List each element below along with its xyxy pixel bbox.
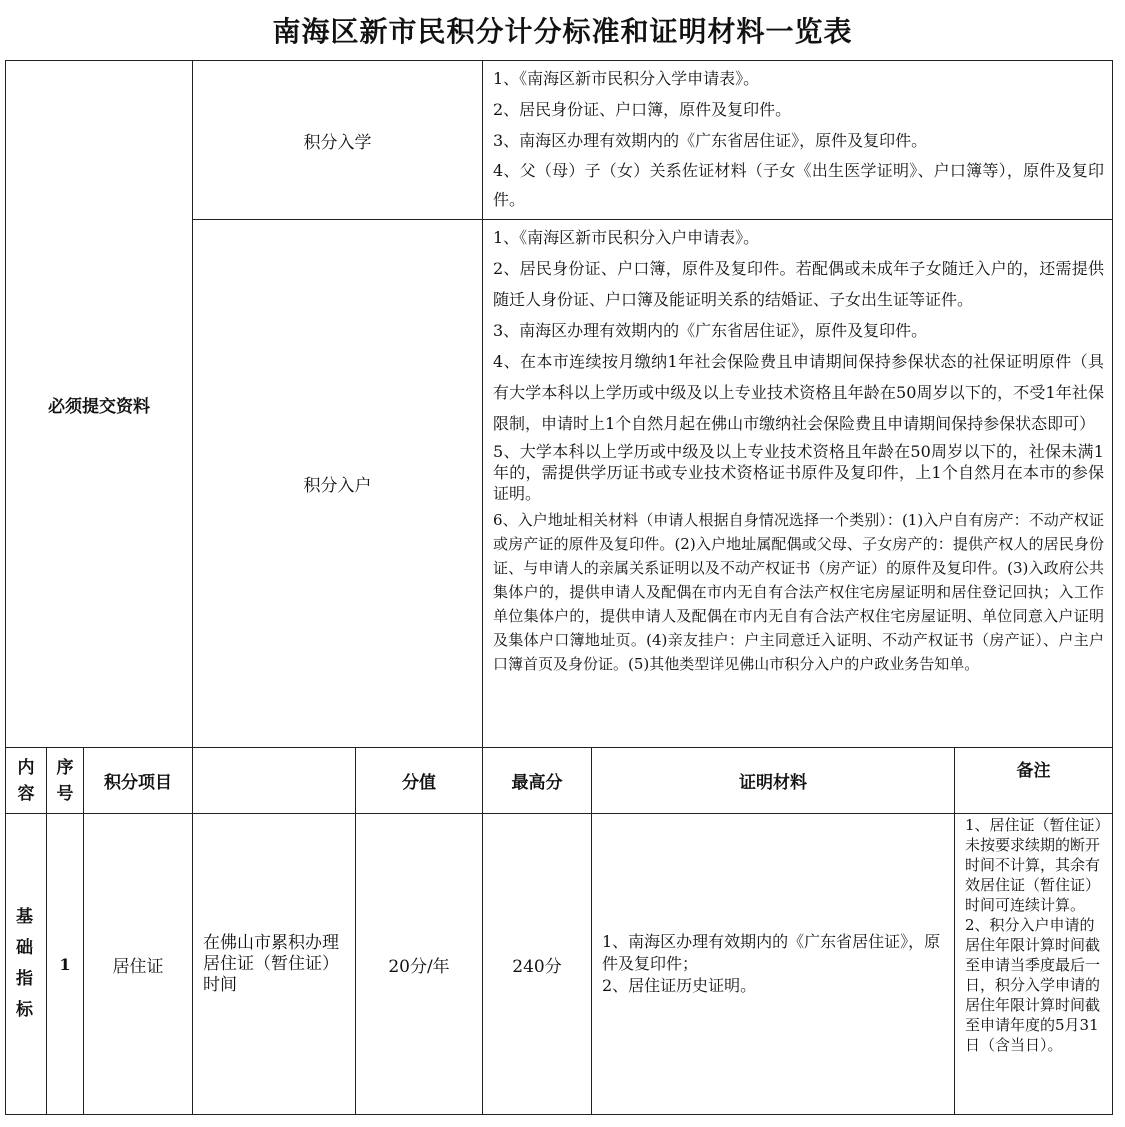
row-content-label: 基础指标 xyxy=(16,907,33,1020)
row-max-score: 240分 xyxy=(482,813,592,1115)
header-index: 序号 xyxy=(46,747,84,814)
row-content-cell xyxy=(5,813,47,1115)
row-index: 1 xyxy=(46,813,84,1115)
list-item: 3、南海区办理有效期内的《广东省居住证》，原件及复印件。 xyxy=(493,131,928,150)
school-requirements-list xyxy=(482,60,1113,220)
required-materials-label: 必须提交资料 xyxy=(5,60,193,748)
row-detail xyxy=(192,813,356,1115)
note-item: 1、居住证（暂住证）未按要求续期的断开时间不计算，其余有效居住证（暂住证）时间可连续计算。 xyxy=(965,816,1103,914)
row-score: 20分/年 xyxy=(355,813,483,1115)
header-content: 内容 xyxy=(5,747,47,814)
list-item: 3、南海区办理有效期内的《广东省居住证》，原件及复印件。 xyxy=(493,321,928,340)
row-item: 居住证 xyxy=(83,813,193,1115)
list-item: 4、父（母）子（女）关系佐证材料（子女《出生医学证明》、户口簿等），原件及复印件。 xyxy=(493,161,1104,209)
row-detail-text: 在佛山市累积办理居住证（暂住证）时间 xyxy=(203,932,339,995)
note-item: 2、积分入户申请的居住年限计算时间截至申请当季度最后一日，积分入学申请的居住年限计算时间截至申请年度的5月31日（含当日）。 xyxy=(965,916,1101,1054)
row-notes xyxy=(954,813,1113,1115)
list-item: 4、在本市连续按月缴纳1年社会保险费且申请期间保持参保状态的社保证明原件（具有大学本科以上学历或中级及以上专业技术资格且年龄在50周岁以下的，不受1年社保限制，申请时上1个自然月起在佛山市缴纳社会保险费且申请期间保持参保状态即可） xyxy=(493,352,1104,433)
household-label: 积分入户 xyxy=(192,219,483,748)
header-score: 分值 xyxy=(355,747,483,814)
list-item: 5、大学本科以上学历或中级及以上专业技术资格且年龄在50周岁以下的，社保未满1年的，需提供学历证书或专业技术资格证书原件及复印件，上1个自然月在本市的参保证明。 xyxy=(493,442,1104,503)
list-item: 2、居民身份证、户口簿，原件及复印件。 xyxy=(493,100,792,119)
list-item: 6、入户地址相关材料（申请人根据自身情况选择一个类别）：(1)入户自有房产：不动产权证或房产证的原件及复印件。(2)入户地址属配偶或父母、子女房产的：提供产权人的居民身份证、与申请人的亲属关系证明以及不动产权证书（房产证）的原件及复印件。(3)入政府公共集体户的，提供申请人及配偶在市内无自有合法产权住宅房屋证明和居住登记回执；入工作单位集体户的，提供申请人及配偶在市内无自有合法产权住宅房屋证明、单位同意入户证明及集体户口簿地址页。(4)亲友挂户：户主同意迁入证明、不动产权证书（房产证）、户主户口簿首页及身份证。(5)其他类型详见佛山市积分入户的户政业务告知单。 xyxy=(493,511,1104,673)
header-notes: 备注 xyxy=(954,747,1113,814)
row-proof xyxy=(591,813,955,1115)
header-proof: 证明材料 xyxy=(591,747,955,814)
household-requirements-list xyxy=(482,219,1113,748)
list-item: 1、《南海区新市民积分入学申请表》。 xyxy=(493,69,760,88)
header-max-score: 最高分 xyxy=(482,747,592,814)
page-title: 南海区新市民积分计分标准和证明材料一览表 xyxy=(272,15,853,48)
list-item: 1、《南海区新市民积分入户申请表》。 xyxy=(493,228,760,247)
proof-item: 2、居住证历史证明。 xyxy=(602,976,757,995)
school-label: 积分入学 xyxy=(192,60,483,220)
header-blank xyxy=(192,747,356,814)
proof-item: 1、南海区办理有效期内的《广东省居住证》，原件及复印件； xyxy=(602,932,941,973)
header-item: 积分项目 xyxy=(83,747,193,814)
list-item: 2、居民身份证、户口簿，原件及复印件。若配偶或未成年子女随迁入户的，还需提供随迁人身份证、户口簿及能证明关系的结婚证、子女出生证等证件。 xyxy=(493,259,1104,309)
